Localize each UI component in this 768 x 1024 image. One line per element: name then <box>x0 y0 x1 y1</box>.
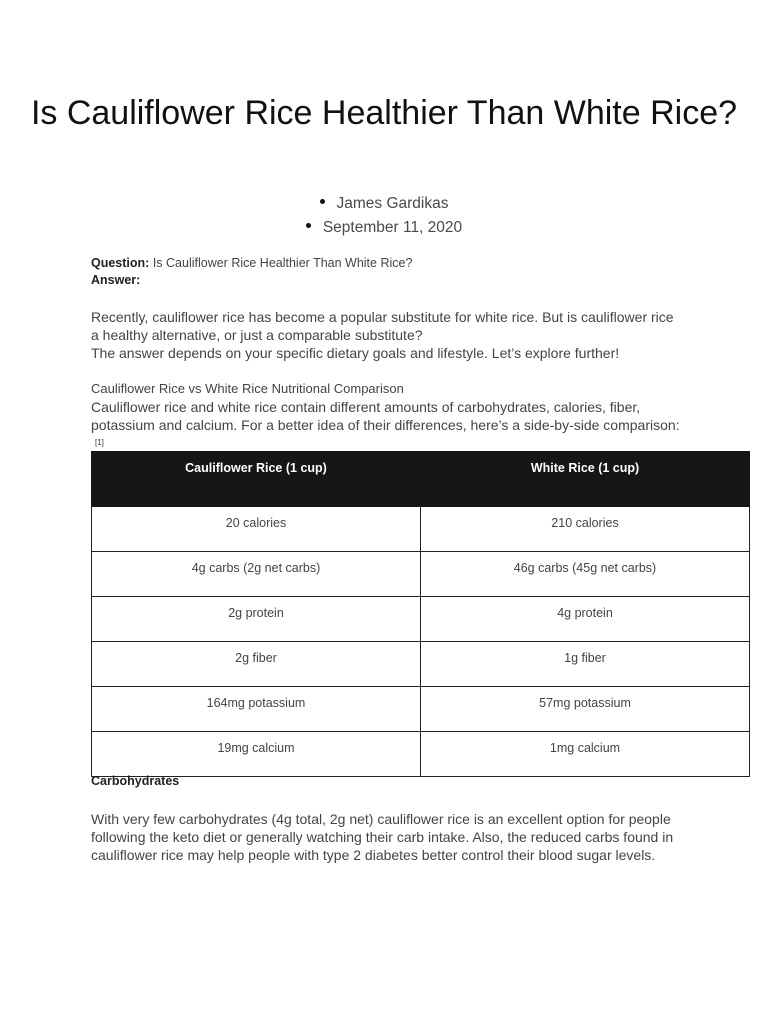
table-row <box>92 687 750 732</box>
bullet-icon <box>306 223 311 228</box>
table-cell: 2g protein <box>92 597 421 642</box>
comparison-intro <box>91 398 691 455</box>
table-cell: 210 calories <box>421 507 750 552</box>
date-item <box>0 216 768 240</box>
table-header-row <box>92 452 750 507</box>
table-cell: 164mg potassium <box>92 687 421 732</box>
table-cell: 57mg potassium <box>421 687 750 732</box>
column-header: Cauliflower Rice (1 cup) <box>92 452 421 507</box>
nutrition-comparison-table <box>91 451 750 777</box>
intro-paragraph <box>91 308 681 362</box>
author-item <box>0 192 768 216</box>
table-cell: 19mg calcium <box>92 732 421 777</box>
question-answer-block <box>91 255 691 289</box>
table-row <box>92 552 750 597</box>
table-cell: 46g carbs (45g net carbs) <box>421 552 750 597</box>
question-line <box>91 255 691 272</box>
intro-line-1: Recently, cauliflower rice has become a popular substitute for white rice. But is cauliflower rice a healthy alternative, or just a comparable substitute? <box>91 309 674 343</box>
question-text: Is Cauliflower Rice Healthier Than White Rice? <box>149 256 413 270</box>
author-name: James Gardikas <box>336 195 449 212</box>
answer-line <box>91 272 691 289</box>
carbohydrates-heading: Carbohydrates <box>91 774 180 788</box>
bullet-icon <box>320 199 325 204</box>
table-cell: 20 calories <box>92 507 421 552</box>
column-header: White Rice (1 cup) <box>421 452 750 507</box>
table-cell: 2g fiber <box>92 642 421 687</box>
article-title: Is Cauliflower Rice Healthier Than White Rice? <box>30 94 738 132</box>
comparison-heading: Cauliflower Rice vs White Rice Nutritional Comparison <box>91 381 404 396</box>
table-row <box>92 597 750 642</box>
article-meta-list <box>0 192 768 240</box>
table-row <box>92 507 750 552</box>
table-cell: 4g protein <box>421 597 750 642</box>
table-row <box>92 642 750 687</box>
table-row <box>92 732 750 777</box>
answer-label: Answer: <box>91 273 141 287</box>
comparison-intro-text: Cauliflower rice and white rice contain different amounts of carbohydrates, calories, fiber, potassium and calcium. For a better idea of their differences, here’s a side-by-side comparison: <box>91 399 680 433</box>
publish-date: September 11, 2020 <box>322 219 463 236</box>
question-label: Question: <box>91 256 150 270</box>
intro-line-2: The answer depends on your specific dietary goals and lifestyle. Let’s explore further! <box>91 345 620 361</box>
table-cell: 1mg calcium <box>421 732 750 777</box>
citation-mark[interactable]: [1] <box>95 438 104 447</box>
carbohydrates-paragraph: With very few carbohydrates (4g total, 2g net) cauliflower rice is an excellent option for people following the keto diet or generally watching their carb intake. Also, the reduced carbs found in cauliflower rice may help people with type 2 diabetes better control their blood sugar levels. <box>91 811 674 863</box>
table-cell: 1g fiber <box>421 642 750 687</box>
table-cell: 4g carbs (2g net carbs) <box>92 552 421 597</box>
